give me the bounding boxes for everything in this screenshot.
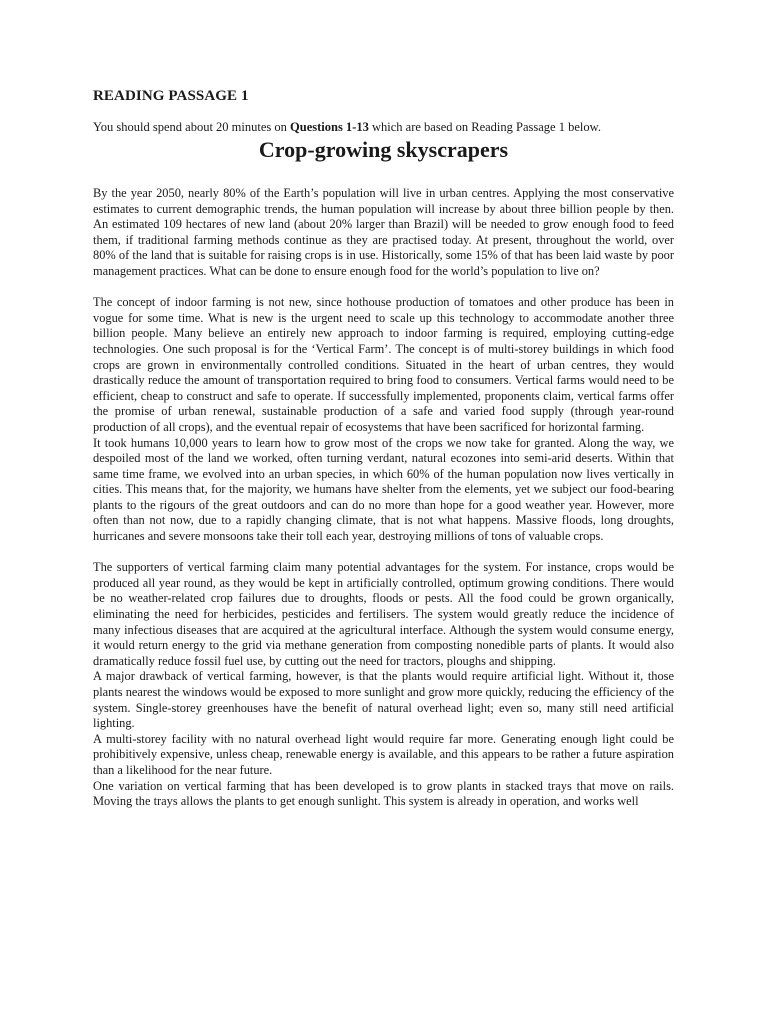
paragraph-3: It took humans 10,000 years to learn how to grow most of the crops we now take for granted. Along the way, we despoiled most of the land we worked, often turning verdant, natural ecozones into semi-arid deserts. Within that same time frame, we evolved into an urban species, in which 60% of the human population now lives vertically in cities. This means that, for the majority, we humans have shelter from the elements, yet we subject our food-bearing plants to the rigours of the great outdoors and can do no more than hope for a good weather year. However, more often than not now, due to a rapidly changing climate, that is not what happens. Massive floods, long droughts, hurricanes and severe monsoons take their toll each year, destroying millions of tons of valuable crops. (93, 435, 674, 544)
passage-body (93, 186, 674, 810)
passage-heading: READING PASSAGE 1 (93, 88, 249, 104)
instruction-prefix: You should spend about 20 minutes on (93, 120, 291, 134)
instruction-text (93, 120, 601, 135)
instruction-questions: Questions 1-13 (290, 120, 369, 134)
paragraph-1: By the year 2050, nearly 80% of the Earth’s population will live in urban centres. Applying the most conservative estimates to current demographic trends, the human population will increase by about three billion people by then. An estimated 109 hectares of new land (about 20% larger than Brazil) will be needed to grow enough food to feed them, if traditional farming methods continue as they are practised today. At present, throughout the world, over 80% of the land that is suitable for raising crops is in use. Historically, some 15% of that has been laid waste by poor management practices. What can be done to ensure enough food for the world’s population to live on? (93, 186, 674, 278)
instruction-suffix: which are based on Reading Passage 1 below. (368, 120, 601, 134)
paragraph-6: A multi-storey facility with no natural overhead light would require far more. Generating enough light could be prohibitively expensive, unless cheap, renewable energy is available, and this appears to be rather a future aspiration than a likelihood for the near future. (93, 731, 674, 777)
paragraph-4: The supporters of vertical farming claim many potential advantages for the system. For instance, crops would be produced all year round, as they would be kept in artificially controlled, optimum growing conditions. There would be no weather-related crop failures due to droughts, floods or pests. All the food could be grown organically, eliminating the need for herbicides, pesticides and fertilisers. The system would greatly reduce the incidence of many infectious diseases that are acquired at the agricultural interface. Although the system would consume energy, it would return energy to the grid via methane generation from composting nonedible parts of plants. It would also dramatically reduce fossil fuel use, by cutting out the need for tractors, ploughs and shipping. (93, 560, 674, 668)
paragraph-2: The concept of indoor farming is not new, since hothouse production of tomatoes and other produce has been in vogue for some time. What is new is the urgent need to scale up this technology to accommodate another three billion people. Many believe an entirely new approach to indoor farming is required, employing cutting-edge technologies. One such proposal is for the ‘Vertical Farm’. The concept is of multi-storey buildings in which food crops are grown in environmentally controlled conditions. Situated in the heart of urban centres, they would drastically reduce the amount of transportation required to bring food to consumers. Vertical farms would need to be efficient, cheap to construct and safe to operate. If successfully implemented, proponents claim, vertical farms offer the promise of urban renewal, sustainable production of a safe and varied food supply (through year-round production of all crops), and the eventual repair of ecosystems that have been sacrificed for horizontal farming. (93, 295, 674, 434)
paragraph-5: A major drawback of vertical farming, however, is that the plants would require artificial light. Without it, those plants nearest the windows would be exposed to more sunlight and grow more quickly, reducing the efficiency of the system. Single-storey greenhouses have the benefit of natural overhead light; even so, many still need artificial lighting. (93, 669, 674, 731)
passage-title: Crop-growing skyscrapers (258, 137, 509, 162)
paragraph-7: One variation on vertical farming that has been developed is to grow plants in stacked trays that move on rails. Moving the trays allows the plants to get enough sunlight. This system is already in operation, and works well (93, 778, 674, 809)
